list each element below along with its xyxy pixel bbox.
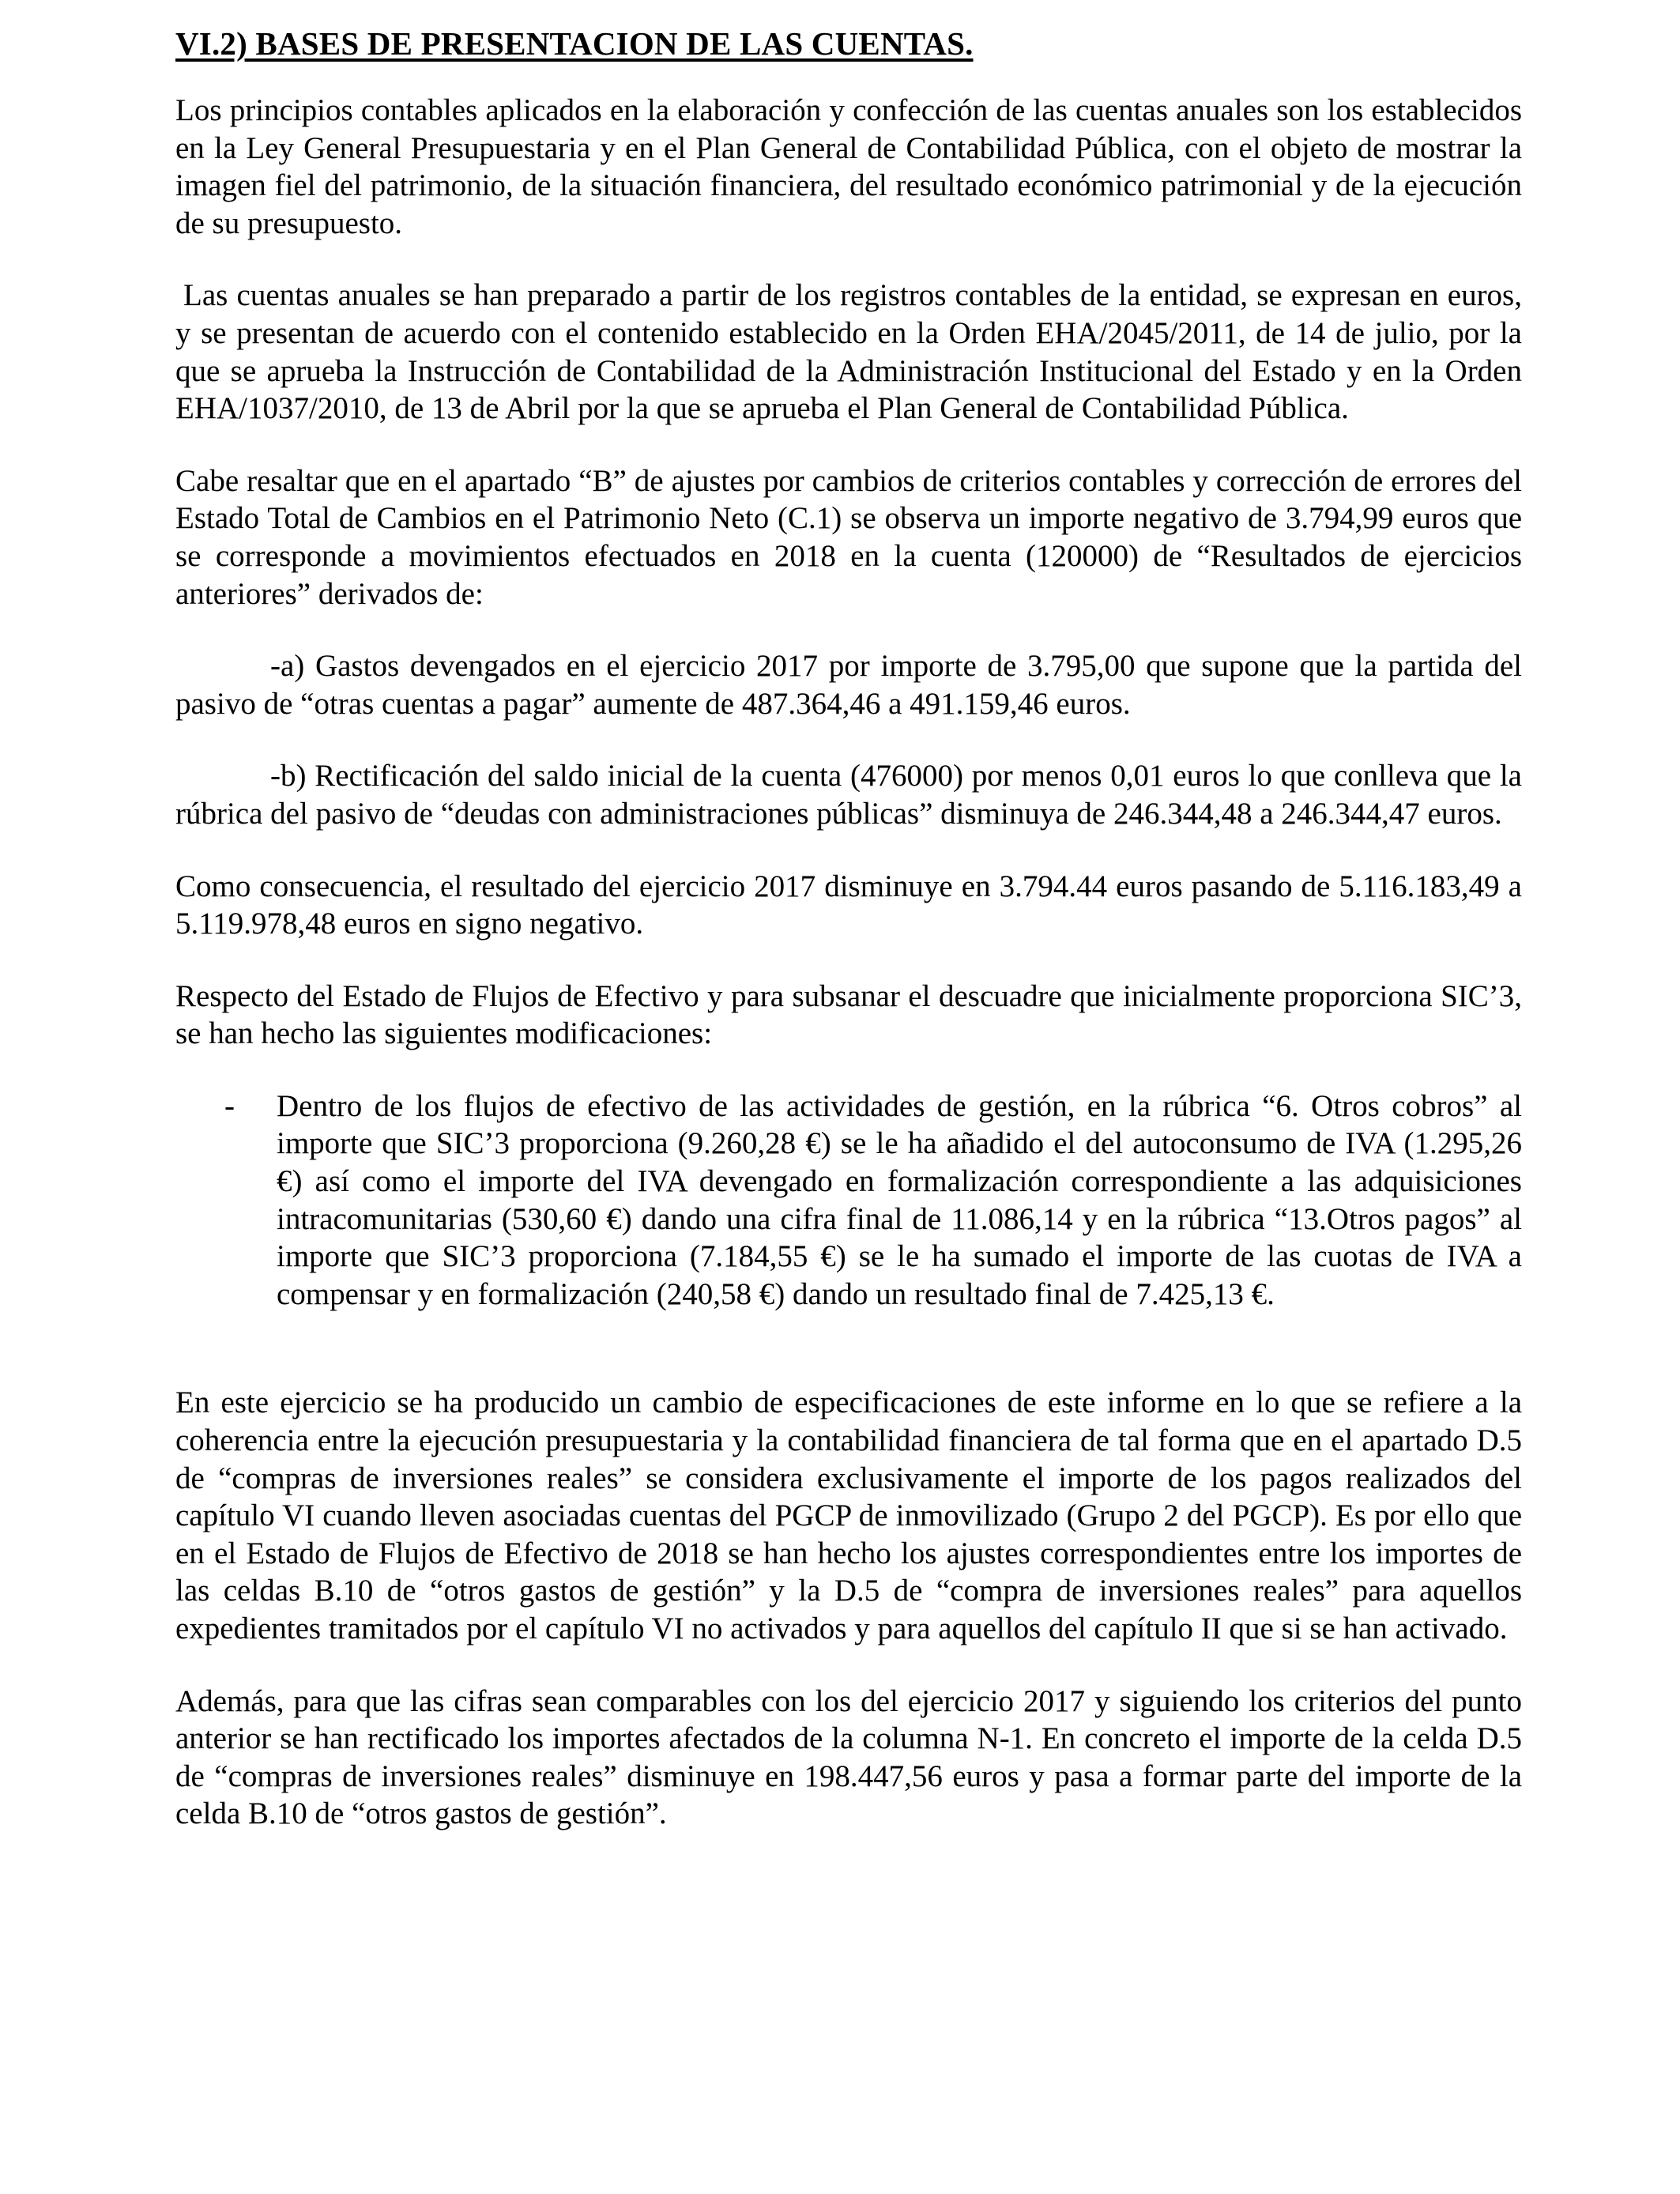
bullet-text: Dentro de los flujos de efectivo de las actividades de gestión, en la rúbrica “6. Otros cobros” al importe que SIC’3 proporciona (9.260,28 €) se le ha añadido el del autoconsumo de IVA (1.295,26 €) así como el importe del IVA devengado en formalización correspondiente a las adquisiciones intracomunitarias (530,60 €) dando una cifra final de 11.086,14 y en la rúbrica “13.Otros pagos” al importe que SIC’3 proporciona (7.184,55 €) se le ha sumado el importe de las cuotas de IVA a compensar y en formalización (240,58 €) dando un resultado final de 7.425,13 €.	[277, 1088, 1522, 1311]
bullet-dash: -	[224, 1088, 235, 1123]
paragraph-consecuencia: Como consecuencia, el resultado del ejercicio 2017 disminuye en 3.794.44 euros pasando de 5.116.183,49 a 5.119.978,48 euros en signo negativo.	[175, 869, 1522, 941]
document-page	[175, 24, 1522, 1868]
paragraph-item-b: -b) Rectificación del saldo inicial de la cuenta (476000) por menos 0,01 euros lo que conlleva que la rúbrica del pasivo de “deudas con administraciones públicas” disminuya de 246.344,48 a 246.344,47 euros.	[175, 759, 1522, 831]
paragraph-cifras-comparables: Además, para que las cifras sean comparables con los del ejercicio 2017 y siguiendo los criterios del punto anterior se han rectificado los importes afectados de la columna N-1. En concreto el importe de la celda D.5 de “compras de inversiones reales” disminuye en 198.447,56 euros y pasa a formar parte del importe de la celda B.10 de “otros gastos de gestión”.	[175, 1683, 1522, 1831]
paragraph-cambio-especificaciones: En este ejercicio se ha producido un cambio de especificaciones de este informe en lo que se refiere a la coherencia entre la ejecución presupuestaria y la contabilidad financiera de tal forma que en el apartado D.5 de “compras de inversiones reales” se considera exclusivamente el importe de los pagos realizados del capítulo VI cuando lleven asociadas cuentas del PGCP de inmovilizado (Grupo 2 del PGCP). Es por ello que en el Estado de Flujos de Efectivo de 2018 se han hecho los ajustes correspondientes entre los importes de las celdas B.10 de “otros gastos de gestión” y la D.5 de “compra de inversiones reales” para aquellos expedientes tramitados por el capítulo VI no activados y para aquellos del capítulo II que si se han activado.	[175, 1385, 1522, 1646]
paragraph-apartado-b: Cabe resaltar que en el apartado “B” de ajustes por cambios de criterios contables y corrección de errores del Estado Total de Cambios en el Patrimonio Neto (C.1) se observa un importe negativo de 3.794,99 euros que se corresponde a movimientos efectuados en 2018 en la cuenta (120000) de “Resultados de ejercicios anteriores” derivados de:	[175, 463, 1522, 611]
bullet-item-otros-cobros	[175, 1088, 1522, 1314]
paragraph-cuentas-anuales: Las cuentas anuales se han preparado a partir de los registros contables de la entidad, se expresan en euros, y se presentan de acuerdo con el contenido establecido en la Orden EHA/2045/2011, de 14 de julio, por la que se aprueba la Instrucción de Contabilidad de la Administración Institucional del Estado y en la Orden EHA/1037/2010, de 13 de Abril por la que se aprueba el Plan General de Contabilidad Pública.	[175, 278, 1522, 426]
paragraph-principios: Los principios contables aplicados en la elaboración y confección de las cuentas anuales son los establecidos en la Ley General Presupuestaria y en el Plan General de Contabilidad Pública, con el objeto de mostrar la imagen fiel del patrimonio, de la situación financiera, del resultado económico patrimonial y de la ejecución de su presupuesto.	[175, 93, 1522, 240]
section-heading: VI.2) BASES DE PRESENTACION DE LAS CUENTAS.	[175, 25, 974, 62]
paragraph-flujos-efectivo: Respecto del Estado de Flujos de Efectivo y para subsanar el descuadre que inicialmente proporciona SIC’3, se han hecho las siguientes modificaciones:	[175, 978, 1522, 1051]
paragraph-item-a: -a) Gastos devengados en el ejercicio 2017 por importe de 3.795,00 que supone que la partida del pasivo de “otras cuentas a pagar” aumente de 487.364,46 a 491.159,46 euros.	[175, 649, 1522, 721]
